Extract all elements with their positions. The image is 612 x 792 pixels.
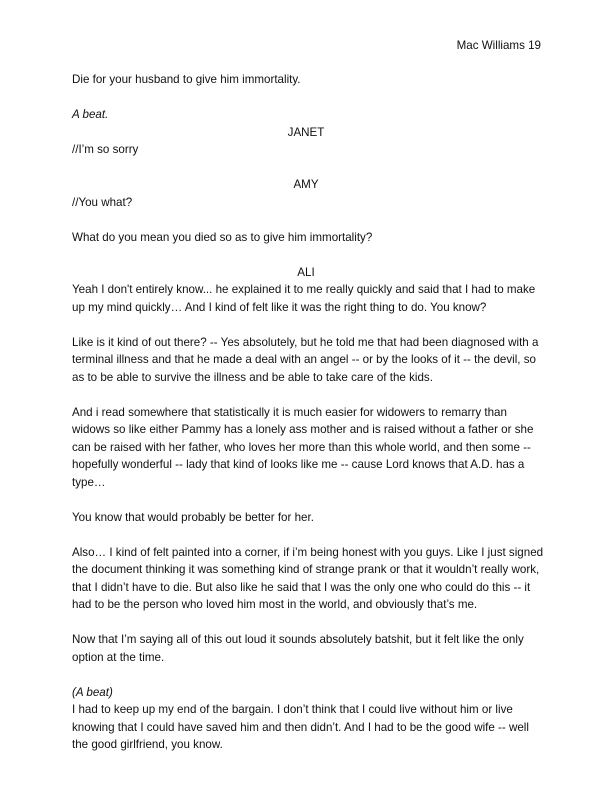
dialogue-line: //I’m so sorry	[72, 143, 139, 156]
character-name-amy: AMY	[293, 178, 319, 191]
script-body	[72, 71, 547, 754]
dialogue-paragraph: Like is it kind of out there? -- Yes absolutely, but he told me that had been diagnosed with a terminal illness and that he made a deal with an angel -- or by the looks of it -- the devil, so as to be able to survive the illness and be able to take care of the kids.	[72, 335, 539, 384]
dialogue-paragraph: You know that would probably be better for her.	[72, 510, 314, 524]
dialogue-paragraph: And i read somewhere that statistically it is much easier for widowers to remarry than widows so like either Pammy has a lonely ass mother and is raised without a father or she can be raised with her father, who loves her more than this whole world, and then some -- hopefully wonderful -- lady that kind of looks like me -- cause Lord knows that A.D. has a type…	[72, 405, 534, 489]
dialogue-paragraph: I had to keep up my end of the bargain. I don’t think that I could live without him or live knowing that I could have saved him and then didn’t. And I had to be the good wife -- well the good girlfriend, you know.	[72, 703, 529, 751]
dialogue-paragraph: Yeah I don't entirely know... he explained it to me really quickly and said that I had to make up my mind quickly… And I kind of felt like it was the right thing to do. You know?	[72, 283, 536, 314]
dialogue-line: //You what?	[72, 195, 133, 209]
dialogue-line: Die for your husband to give him immortality.	[72, 73, 301, 86]
character-name-janet: JANET	[287, 125, 325, 139]
dialogue-paragraph: Now that I’m saying all of this out loud it sounds absolutely batshit, but it felt like the only option at the time.	[72, 633, 524, 664]
page-header: Mac Williams 19	[456, 39, 541, 52]
dialogue-line: What do you mean you died so as to give him immortality?	[72, 230, 373, 244]
stage-direction: (A beat)	[72, 685, 113, 699]
dialogue-paragraph: Also… I kind of felt painted into a corner, if i’m being honest with you guys. Like I just signed the document thinking it was something kind of strange prank or that it wouldn’t really work, that I didn’t have to die. But also like he said that I was the only one who could do this -- it had to be the person who loved him most in the world, and obviously that’s me.	[72, 545, 544, 611]
stage-direction: A beat.	[72, 108, 109, 121]
character-name-ali: ALI	[297, 265, 315, 279]
